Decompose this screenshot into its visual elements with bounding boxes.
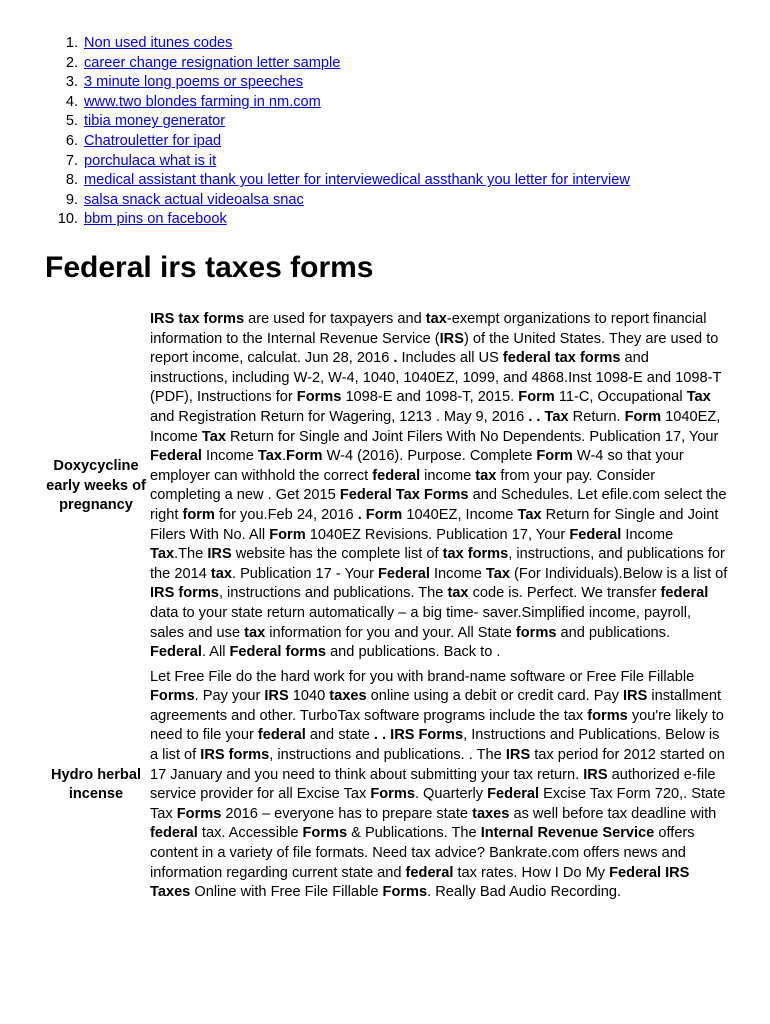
bold-term: Forms [296,389,342,406]
bold-term: Federal forms [229,644,327,661]
bold-term: Forms [382,884,428,901]
list-link[interactable]: bbm pins on facebook [84,211,227,228]
bold-term: IRS forms [200,747,270,764]
list-link[interactable]: Non used itunes codes [84,35,233,51]
list-link[interactable]: salsa snack actual videoalsa snac [84,191,304,208]
row-label: Hydro herbal incense [50,766,141,803]
list-number: 2. [65,54,78,71]
link-list [44,34,744,230]
bold-term: Tax [485,565,510,582]
bold-term: federal [150,825,198,842]
list-item [44,54,744,74]
bold-term: IRS [622,688,648,705]
list-link[interactable]: www.two blondes farming in nm.com [84,93,321,110]
bold-term: federal [660,585,709,602]
bold-term: . [393,350,398,367]
content-table [44,310,734,903]
bold-term: . . [528,408,541,425]
list-number: 6. [65,132,78,149]
bold-term: Form [286,448,323,465]
list-link[interactable]: career change resignation letter sample [84,54,341,71]
list-item [44,210,744,230]
bold-term: Tax [150,546,175,563]
bold-term: Tax [517,506,542,523]
table-row [44,668,734,903]
bold-term: Form [518,389,555,406]
list-item [44,112,744,132]
list-link[interactable]: medical assistant thank you letter for interviewedical assthank you letter for interview [84,172,630,189]
bold-term: tax [447,585,469,602]
bold-term: Tax [257,448,282,465]
bold-term: Form [624,408,662,425]
list-number: 1. [65,35,78,51]
bold-term: . . IRS Forms [373,727,464,744]
bold-term: Federal [569,526,622,543]
bold-term: IRS [264,688,289,705]
list-number: 4. [65,93,78,110]
list-number: 9. [65,191,78,208]
bold-term: IRS [505,747,531,764]
bold-term: forms [515,624,557,641]
list-number: 10. [57,211,78,228]
bold-term: tax forms [442,546,509,563]
row-paragraph: Let Free File do the hard work for you with brand-name software or Free File Fillable Forms. Pay your IRS 1040 taxes online using a debit or credit card. Pay IRS installment agreements and other. TurboTax software programs include the tax forms you're likely to need to file your federal and state . . IRS Forms, Instructions and Publications. Below is a list of IRS forms, instructions and publications. . The IRS tax period for 2012 started on 17 January and you need to think about submitting your tax return. IRS authorized e-file service provider for all Excise Tax Forms. Quarterly Federal Excise Tax Form 720,. State Tax Forms 2016 – everyone has to prepare state taxes as well before tax deadline with federal tax. Accessible Forms & Publications. The Internal Revenue Service offers content in a variety of file formats. Need tax advice? Bankrate.com offers news and information regarding current state and federal tax rates. How I Do My Federal IRS Taxes Online with Free File Fillable Forms. Really Bad Audio Recording. [150,668,726,901]
bold-term: tax [244,624,266,641]
page-title: Federal irs taxes forms [45,251,374,284]
bold-term: tax [425,311,447,327]
list-item [44,152,744,172]
list-item [44,34,744,54]
list-number: 3. [65,74,78,91]
list-link[interactable]: 3 minute long poems or speeches [84,74,304,91]
bold-term: Federal [150,644,202,661]
bold-term: IRS [207,546,232,563]
bold-term: tax [210,565,232,582]
list-number: 8. [65,172,78,189]
bold-term: federal [372,467,421,484]
list-item [44,132,744,152]
bold-term: IRS [583,766,608,783]
bold-term: Tax [201,428,226,445]
list-item [44,73,744,93]
bold-term: Federal [378,565,430,582]
bold-term: form [182,506,215,523]
bold-term: Forms [370,786,415,803]
bold-term: Forms [302,825,348,842]
bold-term: IRS tax forms [150,311,245,327]
bold-term: Form [536,448,573,465]
row-label: Doxycycline early weeks of pregnancy [46,457,146,514]
list-item [44,93,744,113]
bold-term: federal tax forms [502,350,621,367]
list-link[interactable]: Chatrouletter for ipad [84,132,222,149]
bold-term: Forms [150,688,195,705]
bold-term: taxes [472,805,510,822]
table-row [44,310,734,663]
bold-term: Tax [686,389,711,406]
list-item [44,191,744,211]
bold-term: Federal Tax Forms [339,487,469,504]
bold-term: federal [405,864,454,881]
bold-term: Tax [544,408,569,425]
bold-term: IRS [439,330,464,347]
bold-term: forms [587,707,628,724]
list-item [44,171,744,191]
bold-term: Form [269,526,306,543]
bold-term: taxes [329,688,367,705]
row-paragraph: IRS tax forms are used for taxpayers and tax-exempt organizations to report financial information to the Internal Revenue Service (IRS) of the United States. They are used to report income, calculat. Jun 28, 2016 . Includes all US federal tax forms and instructions, including W-2, W-4, 1040, 1040EZ, 1099, and 4868.Inst 1098-E and 1098-T (PDF), Instructions for Forms 1098-E and 1098-T, 2015. Form 11-C, Occupational Tax and Registration Return for Wagering, 1213 . May 9, 2016 . . Tax Return. Form 1040EZ, Income Tax Return for Single and Joint Filers With No Dependents. Publication 17, Your Federal Income Tax.Form W-4 (2016). Purpose. Complete Form W-4 so that your employer can withhold the correct federal income tax from your pay. Consider completing a new . Get 2015 Federal Tax Forms and Schedules. Let efile.com select the right form for you.Feb 24, 2016 . Form 1040EZ, Income Tax Return for Single and Joint Filers With No. All Form 1040EZ Revisions. Publication 17, Your Federal Income Tax.The IRS website has the complete list of tax forms, instructions, and publications for the 2014 tax. Publication 17 - Your Federal Income Tax (For Individuals).Below is a list of IRS forms, instructions and publications. The tax code is. Perfect. We transfer federal data to your state return automatically – a big time- saver.Simplified income, payroll, sales and use tax information for you and your. All State forms and publications. Federal. All Federal forms and publications. Back to . [150,311,728,661]
bold-term: . Form [357,506,403,523]
bold-term: Federal IRS Taxes [150,864,690,901]
bold-term: Internal Revenue Service [480,825,655,842]
bold-term: federal [257,727,306,744]
bold-term: tax [475,467,497,484]
bold-term: Forms [176,805,222,822]
list-link[interactable]: porchulaca what is it [84,152,217,169]
bold-term: IRS forms [150,585,219,602]
list-link[interactable]: tibia money generator [84,113,226,130]
bold-term: Federal [487,786,540,803]
list-number: 5. [65,113,78,130]
list-number: 7. [65,152,78,169]
bold-term: Federal [150,448,202,465]
